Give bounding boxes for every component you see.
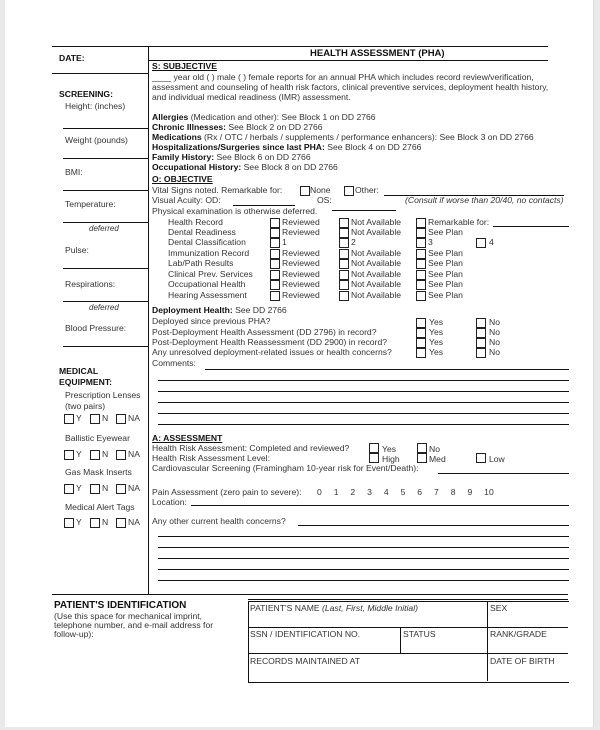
hra-yes-checkbox[interactable] xyxy=(369,443,379,453)
record-opt2-checkbox[interactable] xyxy=(339,280,349,290)
item-label: Chronic Illnesses: xyxy=(152,122,227,132)
section-divider xyxy=(52,594,568,595)
prescription-lenses-y-checkbox[interactable] xyxy=(64,414,74,424)
medical-equipment-label: EQUIPMENT: xyxy=(59,377,112,387)
blood-pressure-label: Blood Pressure: xyxy=(65,323,127,333)
gas-mask-inserts-n-checkbox[interactable] xyxy=(90,484,100,494)
option-label: Y xyxy=(76,483,82,493)
none-label: None xyxy=(310,185,331,195)
ballistic-eyewear-n-checkbox[interactable] xyxy=(90,450,100,460)
records-maintained-field[interactable] xyxy=(250,656,360,666)
option-label: Not Available xyxy=(351,290,402,300)
item-text: (Medication and other): See Block 1 on DD 2766 xyxy=(188,112,376,122)
deployed-no-checkbox[interactable] xyxy=(476,318,486,328)
record-opt1-checkbox[interactable] xyxy=(270,218,280,228)
no-label: No xyxy=(489,347,500,357)
ssn-label: SSN / IDENTIFICATION NO. xyxy=(250,629,361,639)
cardio-label: Cardiovascular Screening (Framingham 10-year risk for Event/Death): xyxy=(152,463,419,473)
record-opt3-checkbox[interactable] xyxy=(416,291,426,301)
form-title: HEALTH ASSESSMENT (PHA) xyxy=(310,48,445,59)
column-divider xyxy=(148,46,149,594)
record-opt2-checkbox[interactable] xyxy=(339,249,349,259)
record-opt3-checkbox[interactable] xyxy=(416,280,426,290)
table-divider xyxy=(400,627,401,653)
record-opt4-checkbox[interactable] xyxy=(476,238,486,248)
med-label: Med xyxy=(429,454,446,464)
concerns-line[interactable] xyxy=(298,525,569,526)
patient-name-field[interactable] xyxy=(250,603,418,613)
low-label: Low xyxy=(489,454,505,464)
record-opt1-checkbox[interactable] xyxy=(270,249,280,259)
record-label: Clinical Prev. Services xyxy=(168,269,253,279)
option-label: N xyxy=(102,449,109,459)
item-label: Family History: xyxy=(152,152,215,162)
pdhra-yes-checkbox[interactable] xyxy=(416,338,426,348)
option-label: Not Available xyxy=(351,279,402,289)
concerns-line[interactable] xyxy=(158,536,569,537)
record-opt2-checkbox[interactable] xyxy=(339,259,349,269)
section-divider xyxy=(248,599,568,600)
option-label: NA xyxy=(128,413,140,423)
record-opt1-checkbox[interactable] xyxy=(270,270,280,280)
dob-label: DATE OF BIRTH xyxy=(490,656,555,666)
deferred-label: deferred xyxy=(89,224,119,233)
rank-label: RANK/GRADE xyxy=(490,629,547,639)
hospitalizations-line xyxy=(152,142,421,152)
subjective-intro: assessment and counseling of health risk factors, clinical preventive services, deployment health history, xyxy=(152,82,549,92)
medical-alert-tags-y-checkbox[interactable] xyxy=(64,518,74,528)
level-high-checkbox[interactable] xyxy=(369,453,379,463)
patient-id-note: follow-up): xyxy=(54,629,94,639)
date-label: DATE: xyxy=(59,53,85,63)
record-opt2-checkbox[interactable] xyxy=(339,238,349,248)
pulse-field-line[interactable] xyxy=(63,268,148,269)
level-low-checkbox[interactable] xyxy=(476,453,486,463)
concerns-line[interactable] xyxy=(158,558,569,559)
record-opt3-checkbox[interactable] xyxy=(416,238,426,248)
record-opt1-checkbox[interactable] xyxy=(270,280,280,290)
option-label: See Plan xyxy=(428,290,463,300)
option-label: Y xyxy=(76,449,82,459)
no-label: No xyxy=(489,327,500,337)
option-label: See Plan xyxy=(428,248,463,258)
sex-label: SEX xyxy=(490,603,508,613)
option-label: Remarkable for: xyxy=(428,217,490,227)
item-text: See Block 4 on DD 2766 xyxy=(324,142,422,152)
temperature-label: Temperature: xyxy=(65,199,116,209)
option-label: Reviewed xyxy=(282,279,320,289)
deferred-note: Physical examination is otherwise deferred. xyxy=(152,206,318,216)
vital-signs-label: Vital Signs noted. Remarkable for: xyxy=(152,185,283,195)
concerns-line[interactable] xyxy=(158,547,569,548)
unresolved-yes-checkbox[interactable] xyxy=(416,348,426,358)
visual-acuity-label: Visual Acuity: OD: xyxy=(152,195,221,205)
date-field-line[interactable] xyxy=(52,73,148,74)
vital-other-checkbox[interactable] xyxy=(344,186,354,196)
patient-id-table xyxy=(248,601,569,683)
record-opt2-checkbox[interactable] xyxy=(339,228,349,238)
subjective-heading: S: SUBJECTIVE xyxy=(152,61,217,71)
no-label: No xyxy=(489,317,500,327)
unresolved-no-checkbox[interactable] xyxy=(476,348,486,358)
equipment-label: Ballistic Eyewear xyxy=(65,433,130,443)
comments-line[interactable] xyxy=(158,391,569,392)
deployment-heading xyxy=(152,305,287,315)
record-opt1-checkbox[interactable] xyxy=(270,238,280,248)
comments-label: Comments: xyxy=(152,358,196,368)
yes-label: Yes xyxy=(429,347,444,357)
equipment-label: Prescription Lenses xyxy=(65,390,141,400)
occupational-history-line xyxy=(152,162,338,172)
option-label: See Plan xyxy=(428,269,463,279)
option-label: Y xyxy=(76,413,82,423)
equipment-label: Gas Mask Inserts xyxy=(65,467,132,477)
hra-no-checkbox[interactable] xyxy=(417,443,427,453)
remarkable-field-line[interactable] xyxy=(493,226,569,227)
records-maintained-label: RECORDS MAINTAINED AT xyxy=(250,656,360,666)
record-opt1-checkbox[interactable] xyxy=(270,291,280,301)
item-text: See Block 8 on DD 2766 xyxy=(241,162,338,172)
comments-line[interactable] xyxy=(158,413,569,414)
high-label: High xyxy=(382,454,400,464)
yes-label: Yes xyxy=(429,337,444,347)
top-border xyxy=(52,46,548,47)
deployment-question: Any unresolved deployment-related issues or health concerns? xyxy=(152,347,392,357)
deployment-question: Post-Deployment Health Assessment (DD 2796) in record? xyxy=(152,327,377,337)
concerns-line[interactable] xyxy=(158,569,569,570)
no-label: No xyxy=(489,337,500,347)
weight-field-line[interactable] xyxy=(63,158,148,159)
option-label: See Plan xyxy=(428,227,463,237)
comments-line[interactable] xyxy=(158,424,569,425)
yes-label: Yes xyxy=(429,327,444,337)
allergies-line xyxy=(152,112,376,122)
option-label: 3 xyxy=(428,237,433,247)
deferred-label: deferred xyxy=(89,303,119,312)
vital-none-checkbox[interactable] xyxy=(300,186,310,196)
os-field-line[interactable] xyxy=(332,210,396,211)
ssn-field[interactable] xyxy=(250,629,360,639)
gas-mask-inserts-y-checkbox[interactable] xyxy=(64,484,74,494)
status-label: STATUS xyxy=(403,629,436,639)
medications-line xyxy=(152,132,534,142)
option-label: Reviewed xyxy=(282,248,320,258)
record-opt1-checkbox[interactable] xyxy=(270,228,280,238)
comments-line[interactable] xyxy=(205,369,569,370)
item-text: See Block 6 on DD 2766 xyxy=(214,152,311,162)
option-label: Not Available xyxy=(351,248,402,258)
gas-mask-inserts-na-checkbox[interactable] xyxy=(116,484,126,494)
option-label: Reviewed xyxy=(282,227,320,237)
prescription-lenses-n-checkbox[interactable] xyxy=(90,414,100,424)
option-label: Reviewed xyxy=(282,269,320,279)
record-label: Health Record xyxy=(168,217,223,227)
concerns-line[interactable] xyxy=(158,580,569,581)
comments-line[interactable] xyxy=(158,380,569,381)
respirations-field-line[interactable] xyxy=(63,301,148,302)
other-label: Other: xyxy=(355,185,379,195)
option-label: 1 xyxy=(282,237,287,247)
record-opt2-checkbox[interactable] xyxy=(339,270,349,280)
record-label: Dental Readiness xyxy=(168,227,236,237)
document-page xyxy=(5,0,594,727)
option-label: 2 xyxy=(351,237,356,247)
record-opt1-checkbox[interactable] xyxy=(270,259,280,269)
item-label: Medications xyxy=(152,132,202,142)
medical-alert-tags-n-checkbox[interactable] xyxy=(90,518,100,528)
respirations-label: Respirations: xyxy=(65,279,116,289)
record-opt3-checkbox[interactable] xyxy=(416,218,426,228)
level-med-checkbox[interactable] xyxy=(417,453,427,463)
item-label: Hospitalizations/Surgeries since last PHA: xyxy=(152,142,325,152)
concerns-label: Any other current health concerns? xyxy=(152,516,286,526)
medical-alert-tags-na-checkbox[interactable] xyxy=(116,518,126,528)
option-label: Not Available xyxy=(351,217,402,227)
subjective-intro: and individual medical readiness (IMR) assessment. xyxy=(152,92,351,102)
medical-equipment-label: MEDICAL xyxy=(59,366,99,376)
patient-id-note: telephone number, and e-mail address for xyxy=(54,620,214,630)
record-opt3-checkbox[interactable] xyxy=(416,249,426,259)
option-label: N xyxy=(102,413,109,423)
option-label: 4 xyxy=(489,237,494,247)
option-label: Reviewed xyxy=(282,217,320,227)
pulse-label: Pulse: xyxy=(65,245,89,255)
yes-label: Yes xyxy=(382,444,397,454)
sex-field[interactable] xyxy=(490,603,507,613)
record-label: Immunization Record xyxy=(168,248,250,258)
hra-completed-label: Health Risk Assessment: Completed and reviewed? xyxy=(152,443,350,453)
height-label: Height: (inches) xyxy=(65,101,126,111)
pdhra-no-checkbox[interactable] xyxy=(476,338,486,348)
table-divider xyxy=(248,627,568,628)
item-label: Occupational History: xyxy=(152,162,242,172)
objective-heading: O: OBJECTIVE xyxy=(152,174,213,184)
assessment-heading: A: ASSESSMENT xyxy=(152,433,223,443)
record-opt3-checkbox[interactable] xyxy=(416,259,426,269)
patient-name-hint: (Last, First, Middle Initial) xyxy=(322,603,418,613)
option-label: NA xyxy=(128,517,140,527)
record-label: Dental Classification xyxy=(168,237,246,247)
hra-level-label: Health Risk Assessment Level: xyxy=(152,453,270,463)
option-label: N xyxy=(102,517,109,527)
item-label: Allergies xyxy=(152,112,189,122)
record-label: Hearing Assessment xyxy=(168,290,247,300)
prescription-lenses-na-checkbox[interactable] xyxy=(116,414,126,424)
rank-field[interactable] xyxy=(490,629,547,639)
screening-label: SCREENING: xyxy=(59,89,113,99)
table-divider xyxy=(248,653,568,654)
dob-field[interactable] xyxy=(490,656,555,666)
pdha-no-checkbox[interactable] xyxy=(476,328,486,338)
record-opt2-checkbox[interactable] xyxy=(339,218,349,228)
option-label: NA xyxy=(128,483,140,493)
option-label: Not Available xyxy=(351,258,402,268)
record-label: Occupational Health xyxy=(168,279,246,289)
table-divider xyxy=(487,601,488,681)
deployment-question: Post-Deployment Health Reassessment (DD 2900) in record? xyxy=(152,337,387,347)
ballistic-eyewear-na-checkbox[interactable] xyxy=(116,450,126,460)
ballistic-eyewear-y-checkbox[interactable] xyxy=(64,450,74,460)
location-label: Location: xyxy=(152,497,187,507)
deployment-heading-text: See DD 2766 xyxy=(232,305,287,315)
option-label: Reviewed xyxy=(282,258,320,268)
record-opt2-checkbox[interactable] xyxy=(339,291,349,301)
consult-note: (Consult if worse than 20/40, no contacts) xyxy=(405,195,564,205)
option-label: See Plan xyxy=(428,258,463,268)
chronic-illnesses-line xyxy=(152,122,323,132)
blood-pressure-field-line[interactable] xyxy=(63,346,148,347)
cardio-field-line[interactable] xyxy=(438,473,569,474)
subjective-intro: ____ year old ( ) male ( ) female reports for an annual PHA which includes record review/verification, xyxy=(152,72,534,82)
patient-name-label: PATIENT'S NAME xyxy=(250,603,320,613)
pain-label: Pain Assessment (zero pain to severe): xyxy=(152,487,302,497)
height-field-line[interactable] xyxy=(63,128,148,129)
status-field[interactable] xyxy=(403,629,436,639)
item-text: (Rx / OTC / herbals / supplements / performance enhancers): See Block 3 on DD 2766 xyxy=(201,132,534,142)
bmi-label: BMI: xyxy=(65,167,83,177)
pdha-yes-checkbox[interactable] xyxy=(416,328,426,338)
patient-id-heading: PATIENT'S IDENTIFICATION xyxy=(54,600,187,611)
option-label: N xyxy=(102,483,109,493)
temperature-field-line[interactable] xyxy=(63,222,148,223)
equipment-label: (two pairs) xyxy=(65,401,106,411)
os-label: OS: xyxy=(317,195,332,205)
location-field-line[interactable] xyxy=(191,505,569,506)
item-text: See Block 2 on DD 2766 xyxy=(226,122,323,132)
record-opt3-checkbox[interactable] xyxy=(416,228,426,238)
patient-id-note: (Use this space for mechanical imprint, xyxy=(54,611,203,621)
deployment-question: Deployed since previous PHA? xyxy=(152,316,271,326)
weight-label: Weight (pounds) xyxy=(65,135,128,145)
deployment-heading-label: Deployment Health: xyxy=(152,305,233,315)
option-label: See Plan xyxy=(428,279,463,289)
deployed-yes-checkbox[interactable] xyxy=(416,318,426,328)
option-label: Reviewed xyxy=(282,290,320,300)
record-opt3-checkbox[interactable] xyxy=(416,270,426,280)
bmi-field-line[interactable] xyxy=(63,190,148,191)
equipment-label: Medical Alert Tags xyxy=(65,502,135,512)
comments-line[interactable] xyxy=(158,402,569,403)
option-label: Not Available xyxy=(351,227,402,237)
option-label: NA xyxy=(128,449,140,459)
yes-label: Yes xyxy=(429,317,444,327)
option-label: Y xyxy=(76,517,82,527)
option-label: Not Available xyxy=(351,269,402,279)
pain-scale: 0 1 2 3 4 5 6 7 8 9 10 xyxy=(317,487,494,497)
record-label: Lab/Path Results xyxy=(168,258,234,268)
family-history-line xyxy=(152,152,311,162)
no-label: No xyxy=(429,444,440,454)
